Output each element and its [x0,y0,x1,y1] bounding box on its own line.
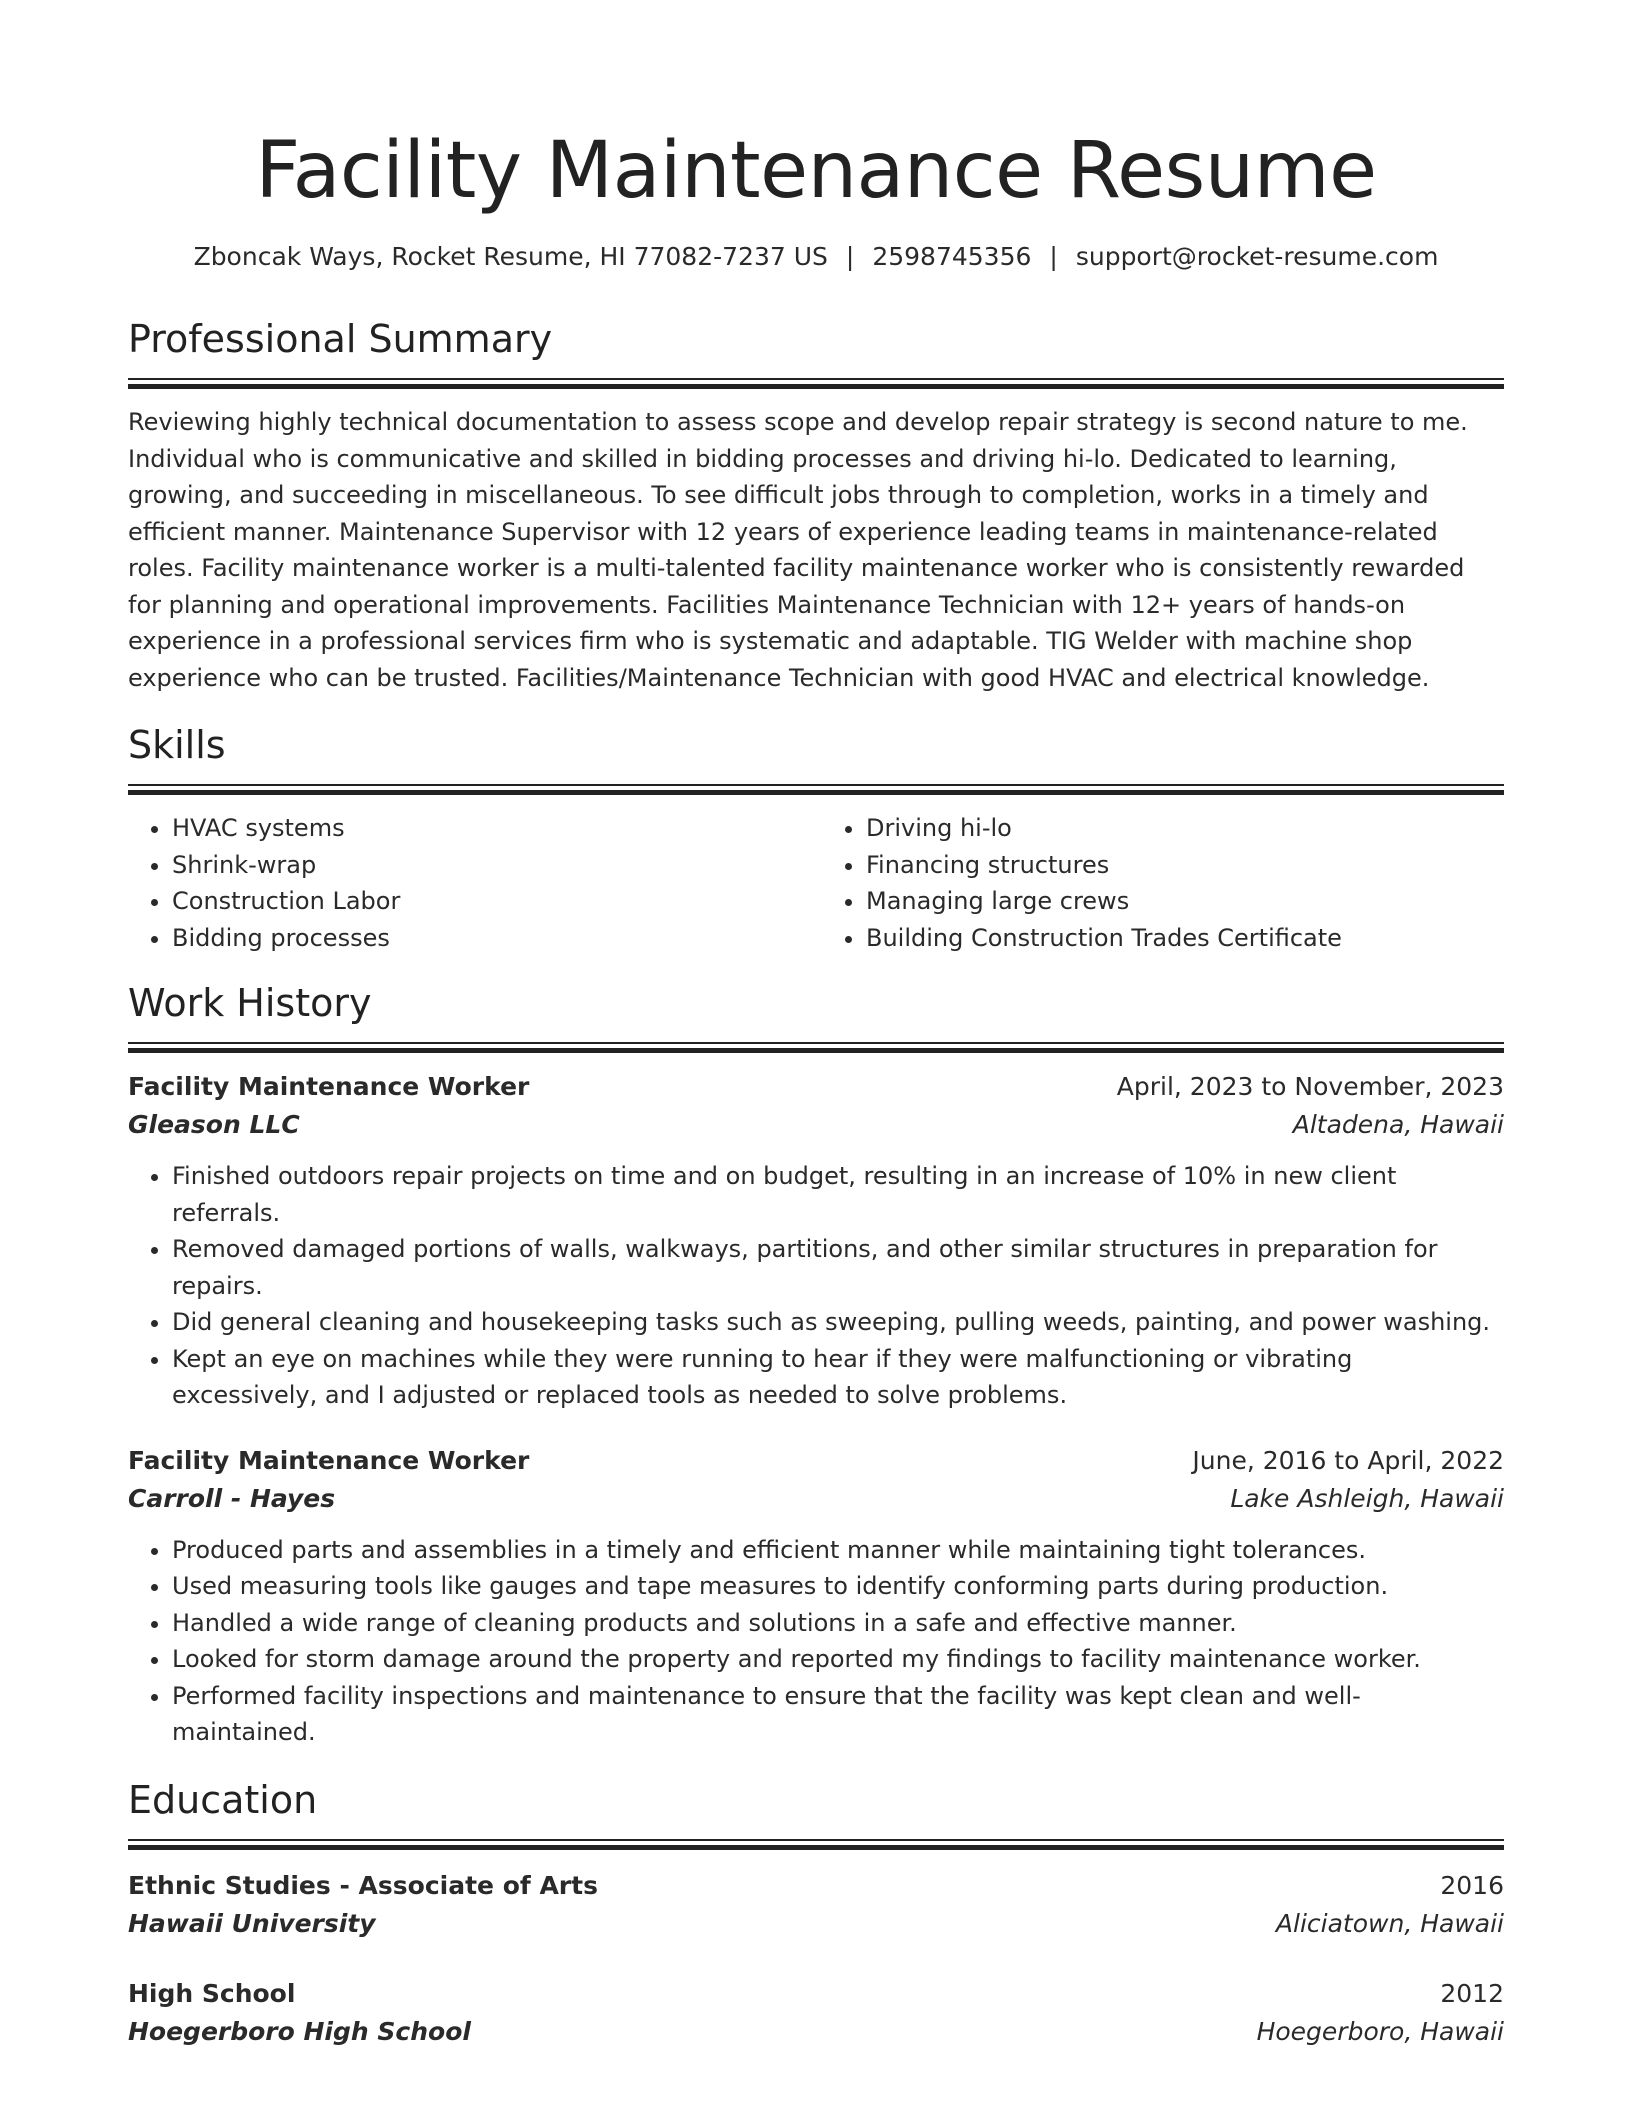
duty-item: • Did general cleaning and housekeeping tasks such as sweeping, pulling weeds, painting, and power washing. [172,1304,1504,1341]
education-degree: High School [128,1978,296,2008]
skills-heading: Skills [128,723,226,767]
summary-text: Reviewing highly technical documentation to assess scope and develop repair strategy is second nature to me. Individual who is communicative and skilled in bidding processes and driving hi-lo. Dedicated to learning, growing, and succeeding in miscellaneous. To see difficult jobs through to completion, works in a timely and efficient manner. Maintenance Supervisor with 12 years of experience leading teams in maintenance-related roles. Facility maintenance worker is a multi-talented facility maintenance worker who is consistently rewarded for planning and operational improvements. Facilities Maintenance Technician with 12+ years of hands-on experience in a professional services firm who is systematic and adaptable. TIG Welder with machine shop experience who can be trusted. Facilities/Maintenance Technician with good HVAC and electrical knowledge. [128,408,1468,692]
education-school: Hawaii University [128,1908,376,1938]
education-degree: Ethnic Studies - Associate of Arts [128,1870,598,1900]
education-heading: Education [128,1777,318,1822]
section-divider [128,1042,1504,1052]
contact-separator: | [845,242,855,271]
skill-item: • Building Construction Trades Certificate [866,920,1504,957]
section-divider [128,1839,1504,1849]
contact-phone: 2598745356 [872,242,1032,271]
skill-item: • Financing structures [866,847,1504,884]
job-company: Gleason LLC [128,1110,300,1139]
work-heading: Work History [128,981,372,1025]
education-location: Hoegerboro, Hawaii [1256,2016,1504,2046]
job-duties [128,1158,1504,1414]
resume-page [128,0,1504,2051]
duty-item: • Performed facility inspections and maintenance to ensure that the facility was kept clean and well-maintained. [172,1678,1504,1751]
job-entry [128,1068,1504,1414]
duty-item: • Used measuring tools like gauges and tape measures to identify conforming parts during production. [172,1568,1504,1605]
duty-item: • Kept an eye on machines while they were running to hear if they were malfunctioning or vibrating excessively, and I adjusted or replaced tools as needed to solve problems. [172,1341,1504,1414]
contact-separator: | [1049,242,1058,271]
skill-item: • Construction Labor [172,883,816,920]
contact-address: Zboncak Ways, Rocket Resume, HI 77082-7237 US [193,242,828,271]
education-year: 2012 [1440,1978,1504,2008]
skills-column-right [816,810,1504,956]
education-entry [128,1867,1504,1943]
education-section [128,1777,1504,2051]
education-school: Hoegerboro High School [128,2016,471,2046]
education-entry [128,1975,1504,2051]
skill-item: • Managing large crews [866,883,1504,920]
job-dates: April, 2023 to November, 2023 [1116,1072,1504,1101]
duty-item: • Looked for storm damage around the property and reported my findings to facility maintenance worker. [172,1641,1504,1678]
resume-title: Facility Maintenance Resume [255,126,1377,216]
job-dates: June, 2016 to April, 2022 [1192,1445,1504,1475]
education-year: 2016 [1440,1870,1504,1900]
duty-item: • Handled a wide range of cleaning products and solutions in a safe and effective manner. [172,1605,1504,1642]
education-location: Aliciatown, Hawaii [1275,1908,1504,1938]
duty-item: • Produced parts and assemblies in a timely and efficient manner while maintaining tight tolerances. [172,1532,1504,1569]
duty-item: • Finished outdoors repair projects on time and on budget, resulting in an increase of 10% in new client referrals. [172,1158,1504,1231]
contact-line [128,240,1504,274]
skills-column-left [128,810,816,956]
section-divider [128,378,1504,388]
skills-list [128,810,1504,956]
job-location: Altadena, Hawaii [1292,1110,1504,1139]
job-entry [128,1442,1504,1751]
summary-heading: Professional Summary [128,317,553,361]
section-divider [128,784,1504,794]
job-title: Facility Maintenance Worker [128,1445,530,1475]
job-location: Lake Ashleigh, Hawaii [1230,1483,1504,1513]
skills-section [128,722,1504,956]
job-title: Facility Maintenance Worker [128,1072,530,1101]
summary-section [128,316,1504,696]
contact-email: support@rocket-resume.com [1075,242,1439,271]
skill-item: • HVAC systems [172,810,816,847]
job-duties [128,1532,1504,1751]
job-company: Carroll - Hayes [128,1483,336,1513]
skill-item: • Shrink-wrap [172,847,816,884]
duty-item: • Removed damaged portions of walls, walkways, partitions, and other similar structures in preparation for repairs. [172,1231,1504,1304]
skill-item: • Bidding processes [172,920,816,957]
skill-item: • Driving hi-lo [866,810,1504,847]
work-section [128,980,1504,1751]
